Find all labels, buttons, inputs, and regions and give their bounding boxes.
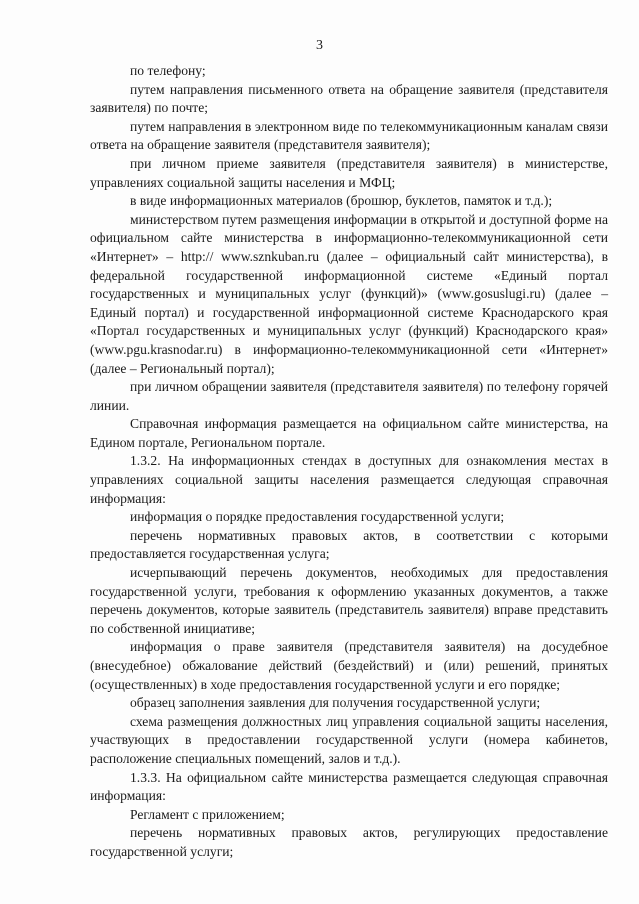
paragraph: при личном приеме заявителя (представителя заявителя) в министерстве, управлениях социальной защиты населения и МФЦ;	[90, 155, 608, 190]
paragraph: образец заполнения заявления для получения государственной услуги;	[130, 695, 541, 711]
page-number: 3	[316, 38, 323, 53]
paragraph: информация о порядке предоставления государственной услуги;	[130, 509, 505, 525]
paragraph: 1.3.2. На информационных стендах в доступных для ознакомления местах в управлениях социальной защиты населения размещается следующая справочная информация:	[90, 453, 608, 506]
paragraph: при личном обращении заявителя (представителя заявителя) по телефону горячей линии.	[90, 379, 608, 413]
paragraph: Справочная информация размещается на официальном сайте министерства, на Едином портале, Региональном портале.	[90, 416, 608, 450]
paragraph: по телефону;	[130, 63, 206, 78]
paragraph: перечень нормативных правовых актов, в соответствии с которыми предоставляется государственная услуга;	[90, 527, 608, 562]
paragraph: исчерпывающий перечень документов, необходимых для предоставления государственной услуги, требования к оформлению указанных документов, а также перечень документов, которые заявитель (представитель заявителя) вправе представить по собственной инициативе;	[90, 565, 608, 636]
paragraph: 1.3.3. На официальном сайте министерства размещается следующая справочная информация:	[90, 769, 608, 804]
paragraph: министерством путем размещения информации в открытой и доступной форме на официальном сайте министерства в информационно-телекоммуникационной сети «Интернет» – http:// www.sznkuban.ru (далее – официальный сайт министерства), в федеральной государственной информационной системе «Единый портал государственных и муниципальных услуг (функций)» (www.gosuslugi.ru) (далее – Единый портал) и государственной информационной системе Краснодарского края «Портал государственных и муниципальных услуг (функций) Краснодарского края» (www.pgu.krasnodar.ru) в информационно-телекоммуникационной сети «Интернет» (далее – Региональный портал);	[90, 211, 608, 376]
paragraph: информация о праве заявителя (представителя заявителя) на досудебное (внесудебное) обжалование действий (бездействий) и (или) решений, принятых (осуществленных) в ходе предоставления государственной услуги и его порядке;	[90, 639, 608, 692]
paragraph: перечень нормативных правовых актов, регулирующих предоставление государственной услуги;	[90, 825, 608, 859]
paragraph: Регламент с приложением;	[130, 806, 285, 822]
paragraph: в виде информационных материалов (брошюр, буклетов, памяток и т.д.);	[130, 193, 553, 209]
document-body	[90, 62, 608, 862]
paragraph: схема размещения должностных лиц управления социальной защиты населения, участвующих в предоставлении государственной услуги (номера кабинетов, расположение специальных помещений, залов и т.д.).	[90, 713, 608, 766]
paragraph: путем направления письменного ответа на обращение заявителя (представителя заявителя) по почте;	[90, 81, 608, 116]
paragraph: путем направления в электронном виде по телекоммуникационным каналам связи ответа на обращение заявителя (представителя заявителя);	[90, 118, 608, 153]
